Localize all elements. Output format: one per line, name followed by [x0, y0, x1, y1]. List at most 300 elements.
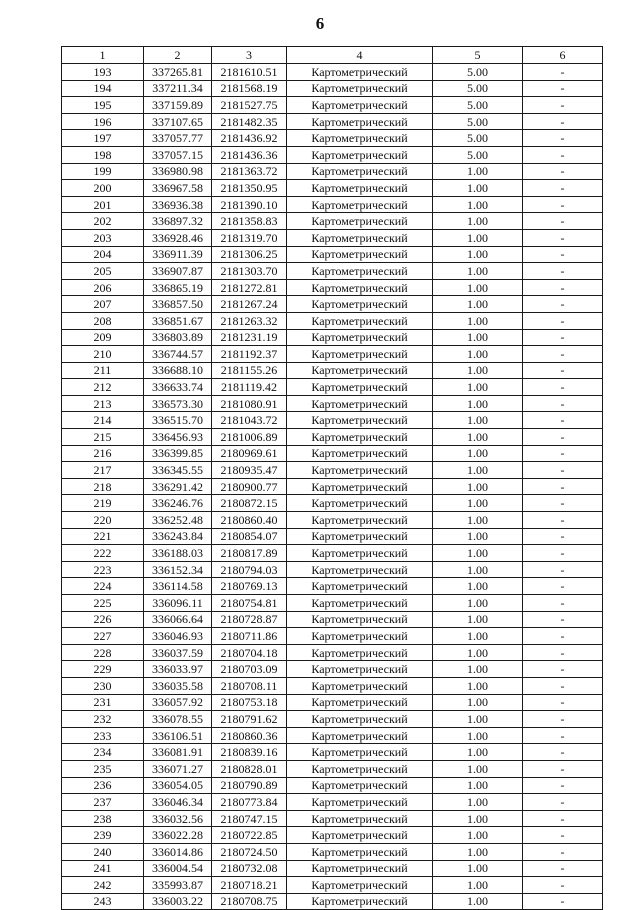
point-number-cell: 226	[62, 611, 144, 628]
note-cell: -	[523, 810, 603, 827]
note-cell: -	[523, 478, 603, 495]
x-coordinate-cell: 336046.34	[144, 794, 212, 811]
x-coordinate-cell: 336114.58	[144, 578, 212, 595]
y-coordinate-cell: 2181006.89	[212, 429, 287, 446]
column-header-1: 1	[62, 47, 144, 64]
table-body	[62, 64, 603, 910]
x-coordinate-cell: 336928.46	[144, 229, 212, 246]
note-cell: -	[523, 80, 603, 97]
table-row	[62, 877, 603, 894]
method-cell: Картометрический	[287, 545, 433, 562]
method-cell: Картометрический	[287, 279, 433, 296]
note-cell: -	[523, 263, 603, 280]
y-coordinate-cell: 2181319.70	[212, 229, 287, 246]
column-header-3: 3	[212, 47, 287, 64]
point-number-cell: 235	[62, 760, 144, 777]
method-cell: Картометрический	[287, 362, 433, 379]
point-number-cell: 196	[62, 113, 144, 130]
y-coordinate-cell: 2180708.11	[212, 677, 287, 694]
point-number-cell: 195	[62, 97, 144, 114]
x-coordinate-cell: 336106.51	[144, 727, 212, 744]
x-coordinate-cell: 336046.93	[144, 628, 212, 645]
table-row	[62, 711, 603, 728]
x-coordinate-cell: 337211.34	[144, 80, 212, 97]
table-row	[62, 213, 603, 230]
x-coordinate-cell: 336980.98	[144, 163, 212, 180]
x-coordinate-cell: 336857.50	[144, 296, 212, 313]
point-number-cell: 218	[62, 478, 144, 495]
y-coordinate-cell: 2180969.61	[212, 445, 287, 462]
table-row	[62, 644, 603, 661]
point-number-cell: 206	[62, 279, 144, 296]
x-coordinate-cell: 336345.55	[144, 462, 212, 479]
table-row	[62, 229, 603, 246]
accuracy-cell: 5.00	[433, 64, 523, 81]
point-number-cell: 194	[62, 80, 144, 97]
accuracy-cell: 1.00	[433, 760, 523, 777]
note-cell: -	[523, 545, 603, 562]
x-coordinate-cell: 336252.48	[144, 512, 212, 529]
method-cell: Картометрический	[287, 196, 433, 213]
point-number-cell: 236	[62, 777, 144, 794]
accuracy-cell: 1.00	[433, 263, 523, 280]
y-coordinate-cell: 2181436.92	[212, 130, 287, 147]
table-row	[62, 810, 603, 827]
method-cell: Картометрический	[287, 312, 433, 329]
y-coordinate-cell: 2181390.10	[212, 196, 287, 213]
method-cell: Картометрический	[287, 180, 433, 197]
accuracy-cell: 1.00	[433, 196, 523, 213]
accuracy-cell: 1.00	[433, 644, 523, 661]
table-row	[62, 578, 603, 595]
point-number-cell: 222	[62, 545, 144, 562]
y-coordinate-cell: 2181482.35	[212, 113, 287, 130]
x-coordinate-cell: 336152.34	[144, 561, 212, 578]
note-cell: -	[523, 362, 603, 379]
accuracy-cell: 1.00	[433, 595, 523, 612]
table-row	[62, 777, 603, 794]
note-cell: -	[523, 860, 603, 877]
note-cell: -	[523, 644, 603, 661]
accuracy-cell: 1.00	[433, 462, 523, 479]
note-cell: -	[523, 246, 603, 263]
point-number-cell: 223	[62, 561, 144, 578]
accuracy-cell: 1.00	[433, 893, 523, 910]
method-cell: Картометрический	[287, 877, 433, 894]
note-cell: -	[523, 877, 603, 894]
method-cell: Картометрический	[287, 727, 433, 744]
accuracy-cell: 1.00	[433, 379, 523, 396]
note-cell: -	[523, 180, 603, 197]
method-cell: Картометрический	[287, 827, 433, 844]
method-cell: Картометрический	[287, 777, 433, 794]
y-coordinate-cell: 2180872.15	[212, 495, 287, 512]
x-coordinate-cell: 336515.70	[144, 412, 212, 429]
table-row	[62, 329, 603, 346]
point-number-cell: 212	[62, 379, 144, 396]
note-cell: -	[523, 312, 603, 329]
note-cell: -	[523, 445, 603, 462]
accuracy-cell: 1.00	[433, 694, 523, 711]
accuracy-cell: 5.00	[433, 130, 523, 147]
y-coordinate-cell: 2180854.07	[212, 528, 287, 545]
table-row	[62, 146, 603, 163]
accuracy-cell: 5.00	[433, 80, 523, 97]
y-coordinate-cell: 2180732.08	[212, 860, 287, 877]
point-number-cell: 207	[62, 296, 144, 313]
column-header-4: 4	[287, 47, 433, 64]
y-coordinate-cell: 2180703.09	[212, 661, 287, 678]
column-header-5: 5	[433, 47, 523, 64]
x-coordinate-cell: 335993.87	[144, 877, 212, 894]
accuracy-cell: 1.00	[433, 727, 523, 744]
x-coordinate-cell: 336071.27	[144, 760, 212, 777]
point-number-cell: 243	[62, 893, 144, 910]
method-cell: Картометрический	[287, 64, 433, 81]
x-coordinate-cell: 336803.89	[144, 329, 212, 346]
note-cell: -	[523, 97, 603, 114]
x-coordinate-cell: 336291.42	[144, 478, 212, 495]
note-cell: -	[523, 611, 603, 628]
table-row	[62, 312, 603, 329]
point-number-cell: 220	[62, 512, 144, 529]
y-coordinate-cell: 2181192.37	[212, 346, 287, 363]
note-cell: -	[523, 694, 603, 711]
note-cell: -	[523, 794, 603, 811]
note-cell: -	[523, 379, 603, 396]
method-cell: Картометрический	[287, 329, 433, 346]
x-coordinate-cell: 336014.86	[144, 843, 212, 860]
x-coordinate-cell: 336744.57	[144, 346, 212, 363]
y-coordinate-cell: 2180753.18	[212, 694, 287, 711]
table-row	[62, 528, 603, 545]
method-cell: Картометрический	[287, 744, 433, 761]
y-coordinate-cell: 2181358.83	[212, 213, 287, 230]
x-coordinate-cell: 336456.93	[144, 429, 212, 446]
x-coordinate-cell: 337057.15	[144, 146, 212, 163]
note-cell: -	[523, 595, 603, 612]
table-row	[62, 395, 603, 412]
method-cell: Картометрический	[287, 80, 433, 97]
accuracy-cell: 1.00	[433, 362, 523, 379]
table-row	[62, 545, 603, 562]
y-coordinate-cell: 2180769.13	[212, 578, 287, 595]
method-cell: Картометрический	[287, 97, 433, 114]
method-cell: Картометрический	[287, 395, 433, 412]
y-coordinate-cell: 2181568.19	[212, 80, 287, 97]
table-header	[62, 47, 603, 64]
note-cell: -	[523, 893, 603, 910]
point-number-cell: 228	[62, 644, 144, 661]
table-row	[62, 246, 603, 263]
accuracy-cell: 1.00	[433, 246, 523, 263]
y-coordinate-cell: 2180860.40	[212, 512, 287, 529]
method-cell: Картометрический	[287, 412, 433, 429]
x-coordinate-cell: 336865.19	[144, 279, 212, 296]
accuracy-cell: 1.00	[433, 445, 523, 462]
y-coordinate-cell: 2180708.75	[212, 893, 287, 910]
point-number-cell: 202	[62, 213, 144, 230]
y-coordinate-cell: 2181272.81	[212, 279, 287, 296]
point-number-cell: 203	[62, 229, 144, 246]
accuracy-cell: 1.00	[433, 229, 523, 246]
note-cell: -	[523, 827, 603, 844]
note-cell: -	[523, 113, 603, 130]
method-cell: Картометрический	[287, 246, 433, 263]
accuracy-cell: 1.00	[433, 163, 523, 180]
y-coordinate-cell: 2180722.85	[212, 827, 287, 844]
method-cell: Картометрический	[287, 561, 433, 578]
table-row	[62, 429, 603, 446]
page-number: 6	[315, 14, 325, 33]
method-cell: Картометрический	[287, 810, 433, 827]
y-coordinate-cell: 2180790.89	[212, 777, 287, 794]
table-row	[62, 412, 603, 429]
accuracy-cell: 1.00	[433, 794, 523, 811]
point-number-cell: 227	[62, 628, 144, 645]
x-coordinate-cell: 336022.28	[144, 827, 212, 844]
x-coordinate-cell: 336911.39	[144, 246, 212, 263]
x-coordinate-cell: 336243.84	[144, 528, 212, 545]
point-number-cell: 204	[62, 246, 144, 263]
point-number-cell: 240	[62, 843, 144, 860]
table-row	[62, 677, 603, 694]
note-cell: -	[523, 163, 603, 180]
y-coordinate-cell: 2180773.84	[212, 794, 287, 811]
y-coordinate-cell: 2180791.62	[212, 711, 287, 728]
method-cell: Картометрический	[287, 229, 433, 246]
accuracy-cell: 5.00	[433, 97, 523, 114]
accuracy-cell: 1.00	[433, 744, 523, 761]
point-number-cell: 221	[62, 528, 144, 545]
point-number-cell: 242	[62, 877, 144, 894]
method-cell: Картометрический	[287, 379, 433, 396]
x-coordinate-cell: 336033.97	[144, 661, 212, 678]
method-cell: Картометрический	[287, 644, 433, 661]
x-coordinate-cell: 336032.56	[144, 810, 212, 827]
point-number-cell: 241	[62, 860, 144, 877]
x-coordinate-cell: 336246.76	[144, 495, 212, 512]
method-cell: Картометрический	[287, 843, 433, 860]
y-coordinate-cell: 2181267.24	[212, 296, 287, 313]
note-cell: -	[523, 229, 603, 246]
method-cell: Картометрический	[287, 213, 433, 230]
table-row	[62, 97, 603, 114]
y-coordinate-cell: 2181610.51	[212, 64, 287, 81]
note-cell: -	[523, 429, 603, 446]
accuracy-cell: 1.00	[433, 561, 523, 578]
note-cell: -	[523, 395, 603, 412]
point-number-cell: 225	[62, 595, 144, 612]
point-number-cell: 201	[62, 196, 144, 213]
y-coordinate-cell: 2180935.47	[212, 462, 287, 479]
point-number-cell: 198	[62, 146, 144, 163]
point-number-cell: 200	[62, 180, 144, 197]
table-row	[62, 196, 603, 213]
y-coordinate-cell: 2181527.75	[212, 97, 287, 114]
method-cell: Картометрический	[287, 263, 433, 280]
note-cell: -	[523, 777, 603, 794]
coordinates-table	[61, 46, 603, 910]
method-cell: Картометрический	[287, 694, 433, 711]
table-row	[62, 760, 603, 777]
table-row	[62, 893, 603, 910]
y-coordinate-cell: 2181263.32	[212, 312, 287, 329]
x-coordinate-cell: 336399.85	[144, 445, 212, 462]
note-cell: -	[523, 346, 603, 363]
accuracy-cell: 1.00	[433, 661, 523, 678]
table-row	[62, 860, 603, 877]
x-coordinate-cell: 336057.92	[144, 694, 212, 711]
point-number-cell: 238	[62, 810, 144, 827]
note-cell: -	[523, 628, 603, 645]
point-number-cell: 231	[62, 694, 144, 711]
accuracy-cell: 1.00	[433, 346, 523, 363]
x-coordinate-cell: 336003.22	[144, 893, 212, 910]
note-cell: -	[523, 760, 603, 777]
point-number-cell: 232	[62, 711, 144, 728]
point-number-cell: 217	[62, 462, 144, 479]
note-cell: -	[523, 528, 603, 545]
table-row	[62, 64, 603, 81]
table-row	[62, 727, 603, 744]
accuracy-cell: 1.00	[433, 578, 523, 595]
note-cell: -	[523, 495, 603, 512]
point-number-cell: 209	[62, 329, 144, 346]
method-cell: Картометрический	[287, 794, 433, 811]
note-cell: -	[523, 329, 603, 346]
table-row	[62, 495, 603, 512]
accuracy-cell: 1.00	[433, 180, 523, 197]
y-coordinate-cell: 2180724.50	[212, 843, 287, 860]
table-row	[62, 827, 603, 844]
x-coordinate-cell: 336054.05	[144, 777, 212, 794]
x-coordinate-cell: 336096.11	[144, 595, 212, 612]
accuracy-cell: 1.00	[433, 843, 523, 860]
note-cell: -	[523, 462, 603, 479]
method-cell: Картометрический	[287, 760, 433, 777]
x-coordinate-cell: 336907.87	[144, 263, 212, 280]
point-number-cell: 230	[62, 677, 144, 694]
x-coordinate-cell: 337265.81	[144, 64, 212, 81]
note-cell: -	[523, 213, 603, 230]
table-row	[62, 296, 603, 313]
method-cell: Картометрический	[287, 495, 433, 512]
point-number-cell: 213	[62, 395, 144, 412]
accuracy-cell: 1.00	[433, 329, 523, 346]
table-row	[62, 279, 603, 296]
note-cell: -	[523, 196, 603, 213]
point-number-cell: 215	[62, 429, 144, 446]
note-cell: -	[523, 146, 603, 163]
header-row	[62, 47, 603, 64]
method-cell: Картометрический	[287, 130, 433, 147]
y-coordinate-cell: 2180839.16	[212, 744, 287, 761]
note-cell: -	[523, 677, 603, 694]
method-cell: Картометрический	[287, 661, 433, 678]
method-cell: Картометрический	[287, 711, 433, 728]
table-row	[62, 595, 603, 612]
y-coordinate-cell: 2181306.25	[212, 246, 287, 263]
table-row	[62, 130, 603, 147]
method-cell: Картометрический	[287, 429, 433, 446]
y-coordinate-cell: 2180817.89	[212, 545, 287, 562]
note-cell: -	[523, 561, 603, 578]
y-coordinate-cell: 2180747.15	[212, 810, 287, 827]
accuracy-cell: 5.00	[433, 113, 523, 130]
note-cell: -	[523, 843, 603, 860]
table-row	[62, 611, 603, 628]
method-cell: Картометрический	[287, 512, 433, 529]
point-number-cell: 197	[62, 130, 144, 147]
point-number-cell: 211	[62, 362, 144, 379]
accuracy-cell: 1.00	[433, 395, 523, 412]
y-coordinate-cell: 2180728.87	[212, 611, 287, 628]
note-cell: -	[523, 512, 603, 529]
accuracy-cell: 1.00	[433, 777, 523, 794]
x-coordinate-cell: 336066.64	[144, 611, 212, 628]
point-number-cell: 224	[62, 578, 144, 595]
y-coordinate-cell: 2180794.03	[212, 561, 287, 578]
note-cell: -	[523, 661, 603, 678]
table-row	[62, 263, 603, 280]
x-coordinate-cell: 336851.67	[144, 312, 212, 329]
accuracy-cell: 1.00	[433, 545, 523, 562]
accuracy-cell: 1.00	[433, 711, 523, 728]
accuracy-cell: 1.00	[433, 279, 523, 296]
x-coordinate-cell: 336573.30	[144, 395, 212, 412]
method-cell: Картометрический	[287, 462, 433, 479]
accuracy-cell: 1.00	[433, 478, 523, 495]
method-cell: Картометрический	[287, 163, 433, 180]
table-row	[62, 478, 603, 495]
accuracy-cell: 1.00	[433, 495, 523, 512]
note-cell: -	[523, 130, 603, 147]
table-row	[62, 628, 603, 645]
table-row	[62, 113, 603, 130]
point-number-cell: 237	[62, 794, 144, 811]
table-row	[62, 843, 603, 860]
y-coordinate-cell: 2180711.86	[212, 628, 287, 645]
method-cell: Картометрический	[287, 628, 433, 645]
x-coordinate-cell: 336936.38	[144, 196, 212, 213]
y-coordinate-cell: 2181155.26	[212, 362, 287, 379]
x-coordinate-cell: 336688.10	[144, 362, 212, 379]
table-row	[62, 445, 603, 462]
method-cell: Картометрический	[287, 296, 433, 313]
accuracy-cell: 1.00	[433, 213, 523, 230]
note-cell: -	[523, 727, 603, 744]
method-cell: Картометрический	[287, 528, 433, 545]
table-row	[62, 512, 603, 529]
accuracy-cell: 1.00	[433, 827, 523, 844]
method-cell: Картометрический	[287, 478, 433, 495]
y-coordinate-cell: 2181350.95	[212, 180, 287, 197]
accuracy-cell: 1.00	[433, 877, 523, 894]
x-coordinate-cell: 337057.77	[144, 130, 212, 147]
y-coordinate-cell: 2180754.81	[212, 595, 287, 612]
accuracy-cell: 1.00	[433, 677, 523, 694]
y-coordinate-cell: 2180704.18	[212, 644, 287, 661]
method-cell: Картометрический	[287, 893, 433, 910]
note-cell: -	[523, 412, 603, 429]
x-coordinate-cell: 337159.89	[144, 97, 212, 114]
accuracy-cell: 1.00	[433, 860, 523, 877]
accuracy-cell: 5.00	[433, 146, 523, 163]
method-cell: Картометрический	[287, 578, 433, 595]
note-cell: -	[523, 744, 603, 761]
y-coordinate-cell: 2180828.01	[212, 760, 287, 777]
